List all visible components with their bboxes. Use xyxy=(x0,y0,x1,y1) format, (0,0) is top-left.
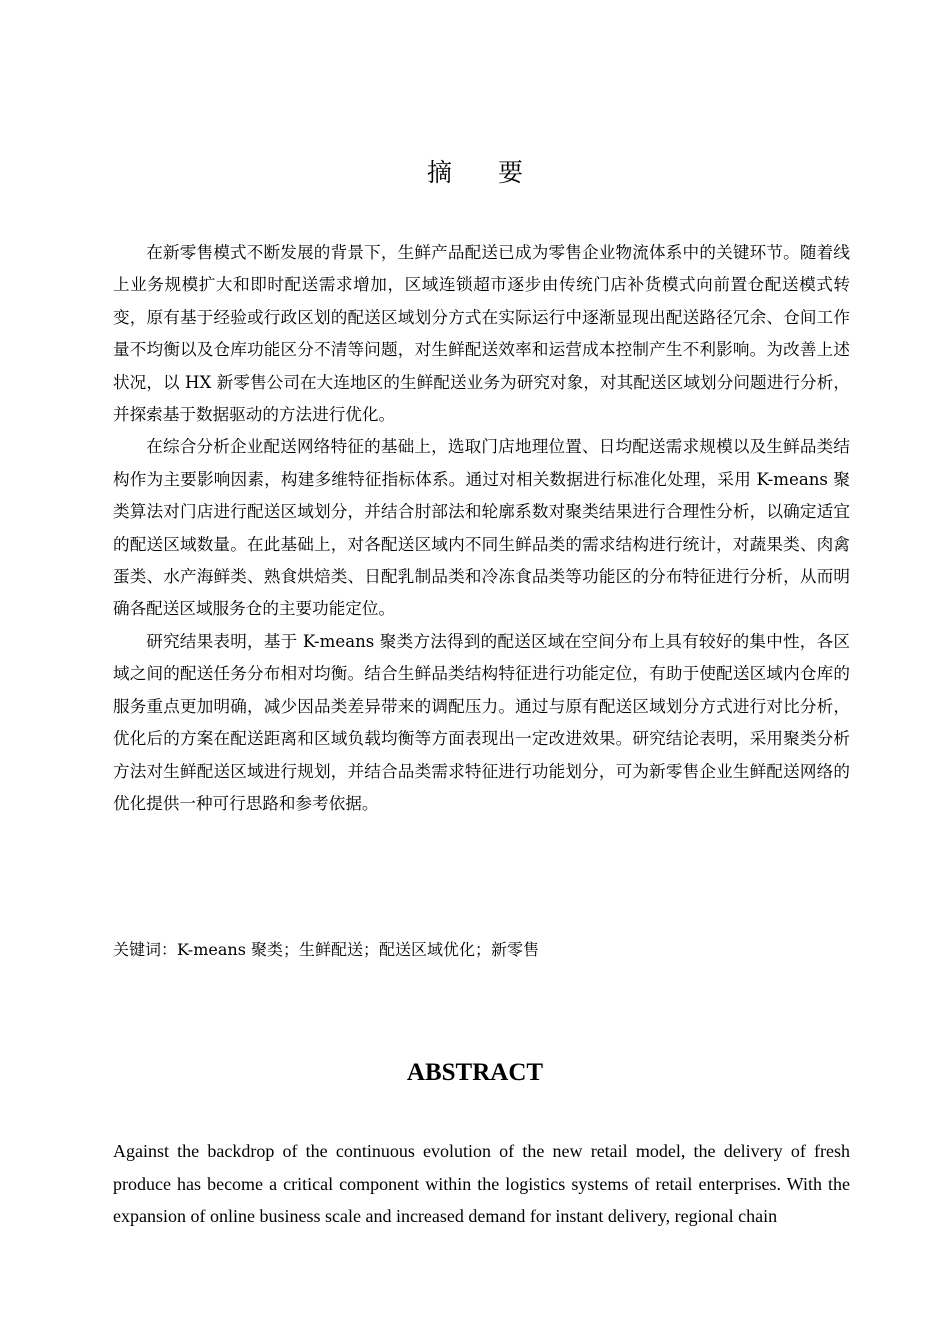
abstract-en-paragraph-1: Against the backdrop of the continuous evolution of the new retail model, the delivery of fresh produce has become a critical component within the logistics systems of retail enterprises. With the expansion of online business scale and increased demand for instant delivery, regional chain xyxy=(113,1141,850,1226)
abstract-cn-title: 摘要 xyxy=(426,158,569,187)
abstract-en-body xyxy=(113,1135,850,1233)
abstract-cn-paragraph-2: 在综合分析企业配送网络特征的基础上，选取门店地理位置、日均配送需求规模以及生鲜品类结构作为主要影响因素，构建多维特征指标体系。通过对相关数据进行标准化处理，采用 K-means 聚类算法对门店进行配送区域划分，并结合肘部法和轮廓系数对聚类结果进行合理性分析，以确定适宜的配送区域数量。在此基础上，对各配送区域内不同生鲜品类的需求结构进行统计，对蔬果类、肉禽蛋类、水产海鲜类、熟食烘焙类、日配乳制品类和冷冻食品类等功能区的分布特征进行分析，从而明确各配送区域服务仓的主要功能定位。 xyxy=(113,437,850,619)
keywords-label: 关键词： xyxy=(113,940,178,959)
abstract-en-title: ABSTRACT xyxy=(406,1059,544,1086)
keywords-text: K-means 聚类；生鲜配送；配送区域优化；新零售 xyxy=(177,940,539,959)
abstract-cn-paragraph-1: 在新零售模式不断发展的背景下，生鲜产品配送已成为零售企业物流体系中的关键环节。随着线上业务规模扩大和即时配送需求增加，区域连锁超市逐步由传统门店补货模式向前置仓配送模式转变，原有基于经验或行政区划的配送区域划分方式在实际运行中逐渐显现出配送路径冗余、仓间工作量不均衡以及仓库功能区分不清等问题，对生鲜配送效率和运营成本控制产生不利影响。为改善上述状况，以 HX 新零售公司在大连地区的生鲜配送业务为研究对象，对其配送区域划分问题进行分析，并探索基于数据驱动的方法进行优化。 xyxy=(113,243,850,425)
keywords-line xyxy=(113,936,850,964)
abstract-cn-body xyxy=(113,237,850,820)
abstract-cn-paragraph-3: 研究结果表明，基于 K-means 聚类方法得到的配送区域在空间分布上具有较好的集中性，各区域之间的配送任务分布相对均衡。结合生鲜品类结构特征进行功能定位，有助于使配送区域内仓库的服务重点更加明确，减少因品类差异带来的调配压力。通过与原有配送区域划分方式进行对比分析，优化后的方案在配送距离和区域负载均衡等方面表现出一定改进效果。研究结论表明，采用聚类分析方法对生鲜配送区域进行规划，并结合品类需求特征进行功能划分，可为新零售企业生鲜配送网络的优化提供一种可行思路和参考依据。 xyxy=(113,631,850,813)
